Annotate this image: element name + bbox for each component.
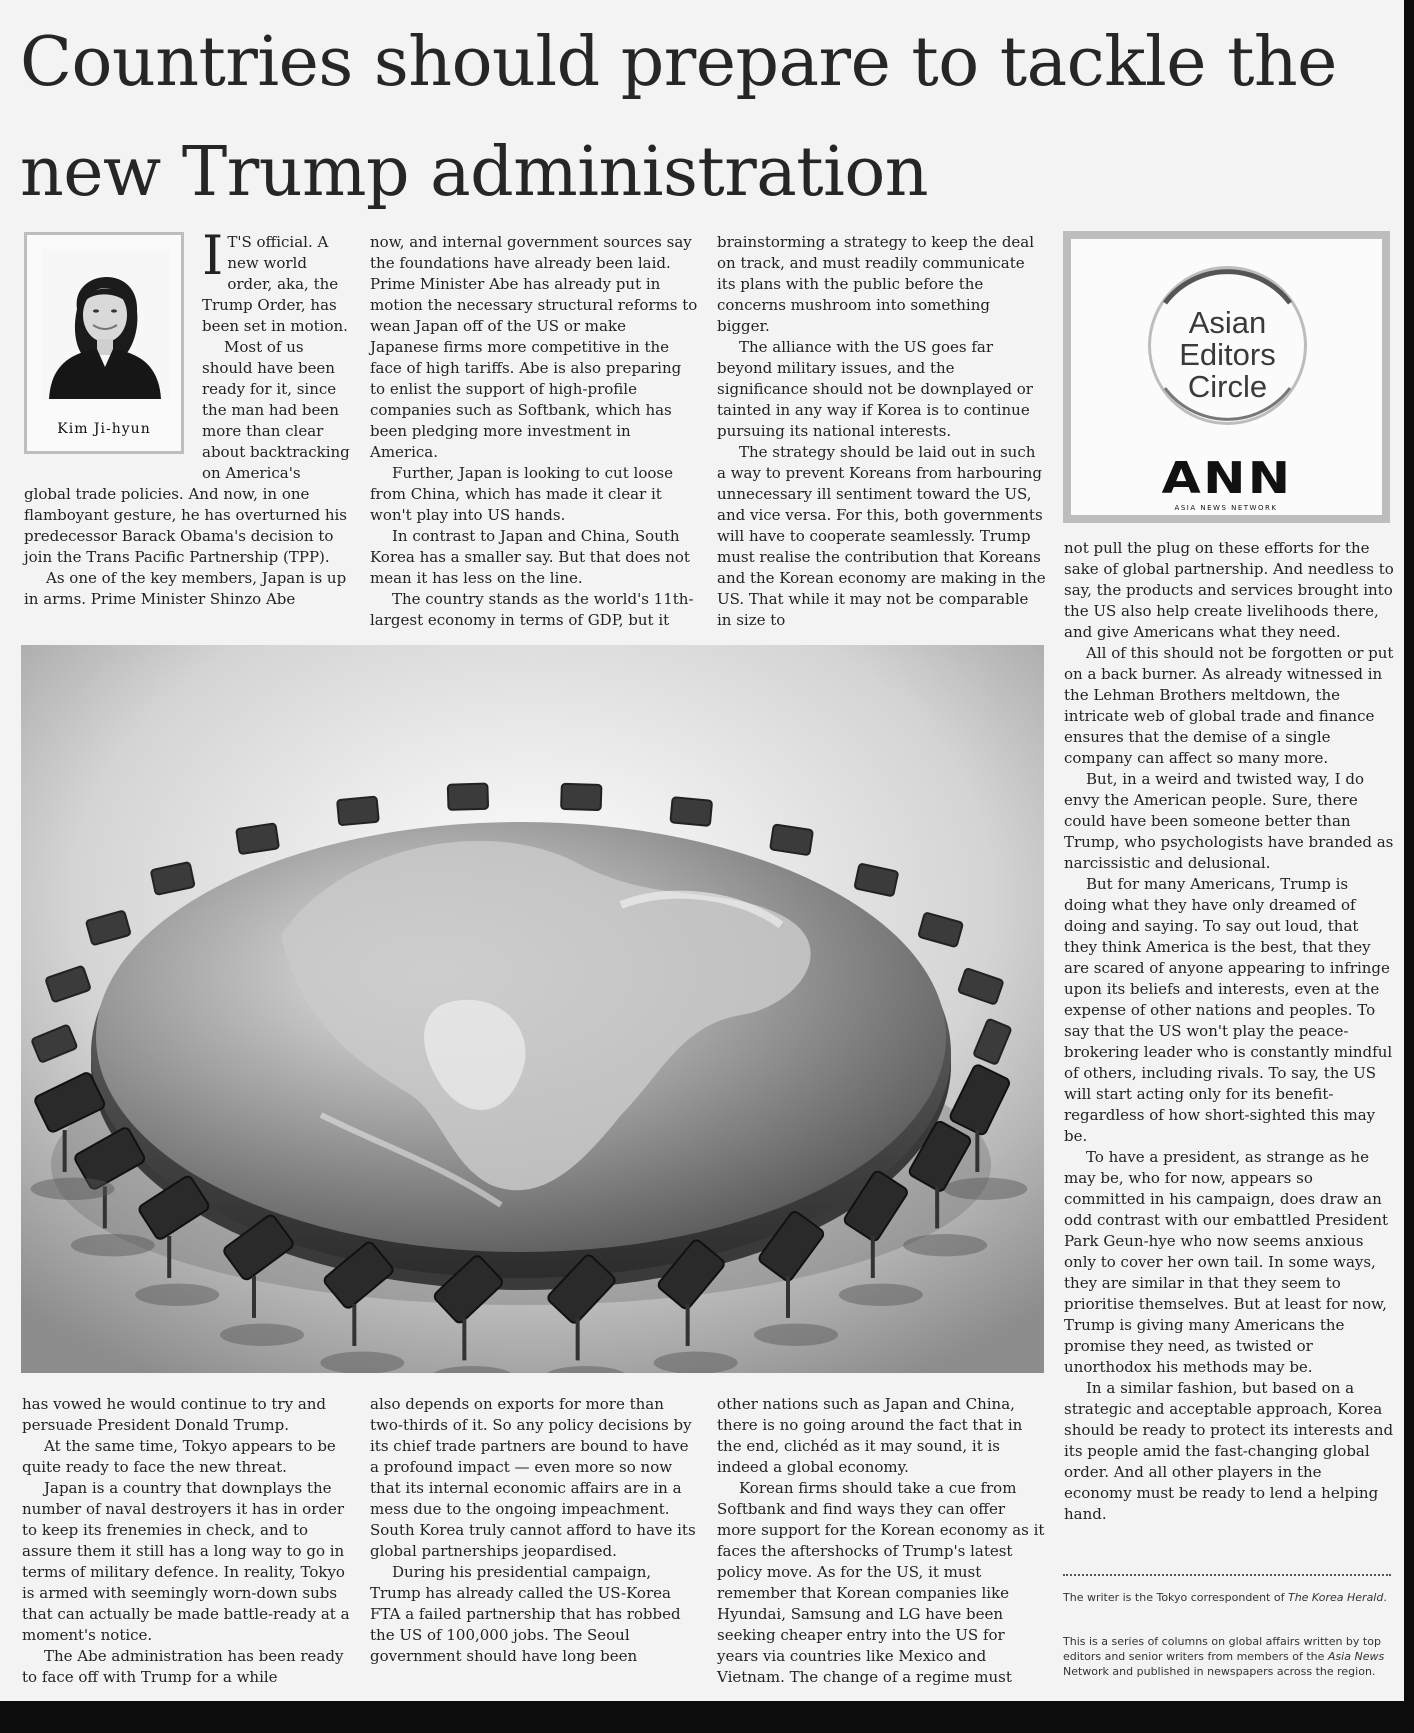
asian-editors-circle-logo [1063,231,1390,523]
paragraph: now, and internal government sources say the foundations have already been laid. Prime Minister Abe has already put in motion the necessary structural reforms to wean Japan off of the US or make Japanese firms more competitive in the face of high tariffs. Abe is also preparing to enlist the support of high-profile companies such as Softbank, which has been pledging more investment in America. [370,233,698,461]
paragraph: Korean firms should take a cue from Softbank and find ways they can offer more support for the Korean economy as it faces the aftershocks of Trump's latest policy move. As for the US, it must remember that Korean companies like Hyundai, Samsung and LG have been seeking cheaper entry into the US for years via countries like Mexico and Vietnam. The change of a regime must [717,1479,1045,1686]
logo-line: Circle [1187,369,1268,404]
series-note [1063,1634,1391,1679]
paragraph: In contrast to Japan and China, South Korea has a smaller say. But that does not mean it has less on the line. [370,527,690,587]
chair-icon [448,784,488,810]
paragraph: Most of us should have been ready for it, since the man had been more than clear about backtracking on America's global trade policies. And now, in one flamboyant gesture, he has overturned his predecessor Barack Obama's decision to join the Trans Pacific Partnership (TPP). [24,338,350,566]
paragraph: But for many Americans, Trump is doing what they have only dreamed of doing and saying. To say out loud, that they think America is the best, that they are scared of anyone appearing to infringe upon its beliefs and interests, even at the expense of other nations and peoples. To say that the US won't play the peace-brokering leader who is constantly mindful of others, including rivals. To say, the US will start acting only for its benefit-regardless of how short-sighted this may be. [1064,875,1393,1145]
writer-note [1063,1590,1391,1605]
chair-icon [337,797,379,826]
note-text: This is a series of columns on global affairs written by top editors and senior writers from members of the [1063,1635,1381,1663]
chair-icon [670,797,712,826]
column-3-top [717,232,1047,631]
column-3-bottom [717,1394,1047,1688]
paragraph: not pull the plug on these efforts for the sake of global partnership. And needless to say, the products and services brought into the US also help create livelihoods there, and give Americans what they need. [1064,539,1394,641]
chair-icon [236,823,279,854]
paragraph: other nations such as Japan and China, there is no going around the fact that in the end, clichéd as it may sound, it is indeed a global economy. [717,1395,1023,1476]
globe-conference-table-image [21,645,1044,1373]
logo-line: Asian [1188,305,1267,340]
paragraph: To have a president, as strange as he may be, who for now, appears so committed in his campaign, does draw an odd contrast with our embattled President Park Geun-hye who now seems anxious only to cover her own tail. In some ways, they are similar in that they seem to prioritise themselves. But at least for now, Trump is giving many Americans the promise they need, as twisted or unorthodox his methods may be. [1064,1148,1389,1376]
page-edge [1404,0,1414,1701]
headline: Countries should prepare to tackle the new Trump administration [20,23,1337,212]
chair-icon [770,824,813,855]
note-text: . [1383,1591,1387,1604]
note-network-name: Asia News [1327,1650,1385,1663]
paragraph: brainstorming a strategy to keep the deal on track, and must readily communicate its plans with the public before the concerns mushroom into something bigger. [717,233,1035,335]
dotted-divider [1063,1574,1391,1576]
paragraph: But, in a weird and twisted way, I do envy the American people. Sure, there could have been someone better than Trump, who psychologists have branded as narcissistic and delusional. [1064,770,1394,872]
drop-cap: I [202,224,224,287]
paragraph: At the same time, Tokyo appears to be quite ready to face the new threat. [22,1437,336,1476]
note-text: The writer is the Tokyo correspondent of [1063,1591,1288,1604]
paragraph: In a similar fashion, but based on a strategic and acceptable approach, Korea should be ready to protect its interests and its people amid the fast-changing global order. And all other players in the economy must be ready to lend a helping hand. [1064,1379,1394,1523]
paragraph: During his presidential campaign, Trump has already called the US-Korea FTA a failed partnership that has robbed the US of 100,000 jobs. The Seoul government should have long been [370,1563,681,1665]
paragraph: The alliance with the US goes far beyond military issues, and the significance should not be downplayed or tainted in any way if Korea is to continue pursuing its national interests. [717,338,1033,440]
author-name: Kim Ji-hyun [57,421,151,437]
column-1-bottom [22,1394,352,1688]
note-text: Network and published in newspapers across the region. [1063,1665,1376,1678]
paragraph: Further, Japan is looking to cut loose from China, which has made it clear it won't play into US hands. [370,464,673,524]
globe-conference-table-icon [21,645,1044,1373]
paragraph: also depends on exports for more than two-thirds of it. So any policy decisions by its chief trade partners are bound to have a profound impact — even more so now that its internal economic affairs are in a mess due to the ongoing impeachment. South Korea truly cannot afford to have its global partnerships jeopardised. [370,1395,696,1560]
paragraph: The strategy should be laid out in such a way to prevent Koreans from harbouring unnecessary ill sentiment toward the US, and vice versa. For this, both governments will have to cooperate seamlessly. Trump must realise the contribution that Koreans and the Korean economy are making in the US. That while it may not be comparable in size to [717,443,1046,629]
paragraph: The country stands as the world's 11th-largest economy in terms of GDP, but it [370,590,694,629]
paragraph: has vowed he would continue to try and persuade President Donald Trump. [22,1395,327,1434]
note-paper-name: The Korea Herald [1287,1591,1384,1604]
logo-line: Editors [1179,337,1276,372]
ann-logo-subtitle: ASIA NEWS NETWORK [1174,504,1278,512]
paragraph: The Abe administration has been ready to face off with Trump for a while [22,1647,344,1686]
column-4 [1064,538,1394,1525]
page-bottom-bar [0,1701,1414,1733]
chair-icon [561,784,601,810]
paragraph: Japan is a country that downplays the number of naval destroyers it has in order to keep its frenemies in check, and to assure them it still has a long way to go in terms of military defence. In reality, Tokyo is armed with seemingly worn-down subs that can actually be made battle-ready at a moment's notice. [22,1479,350,1644]
column-1-top [24,224,352,610]
logo-text [1145,307,1310,403]
ann-logo-mark: ANN [1161,453,1293,504]
column-2-top [370,232,698,631]
paragraph: T'S official. A new world order, aka, the Trump Order, has been set in motion. [202,233,348,335]
column-2-bottom [370,1394,700,1667]
paragraph: All of this should not be forgotten or put on a back burner. As already witnessed in the Lehman Brothers meltdown, the intricate web of global trade and finance ensures that the demise of a single company can affect so many more. [1064,644,1394,767]
author-box-spacer [24,232,202,482]
paragraph: As one of the key members, Japan is up in arms. Prime Minister Shinzo Abe [24,569,347,608]
